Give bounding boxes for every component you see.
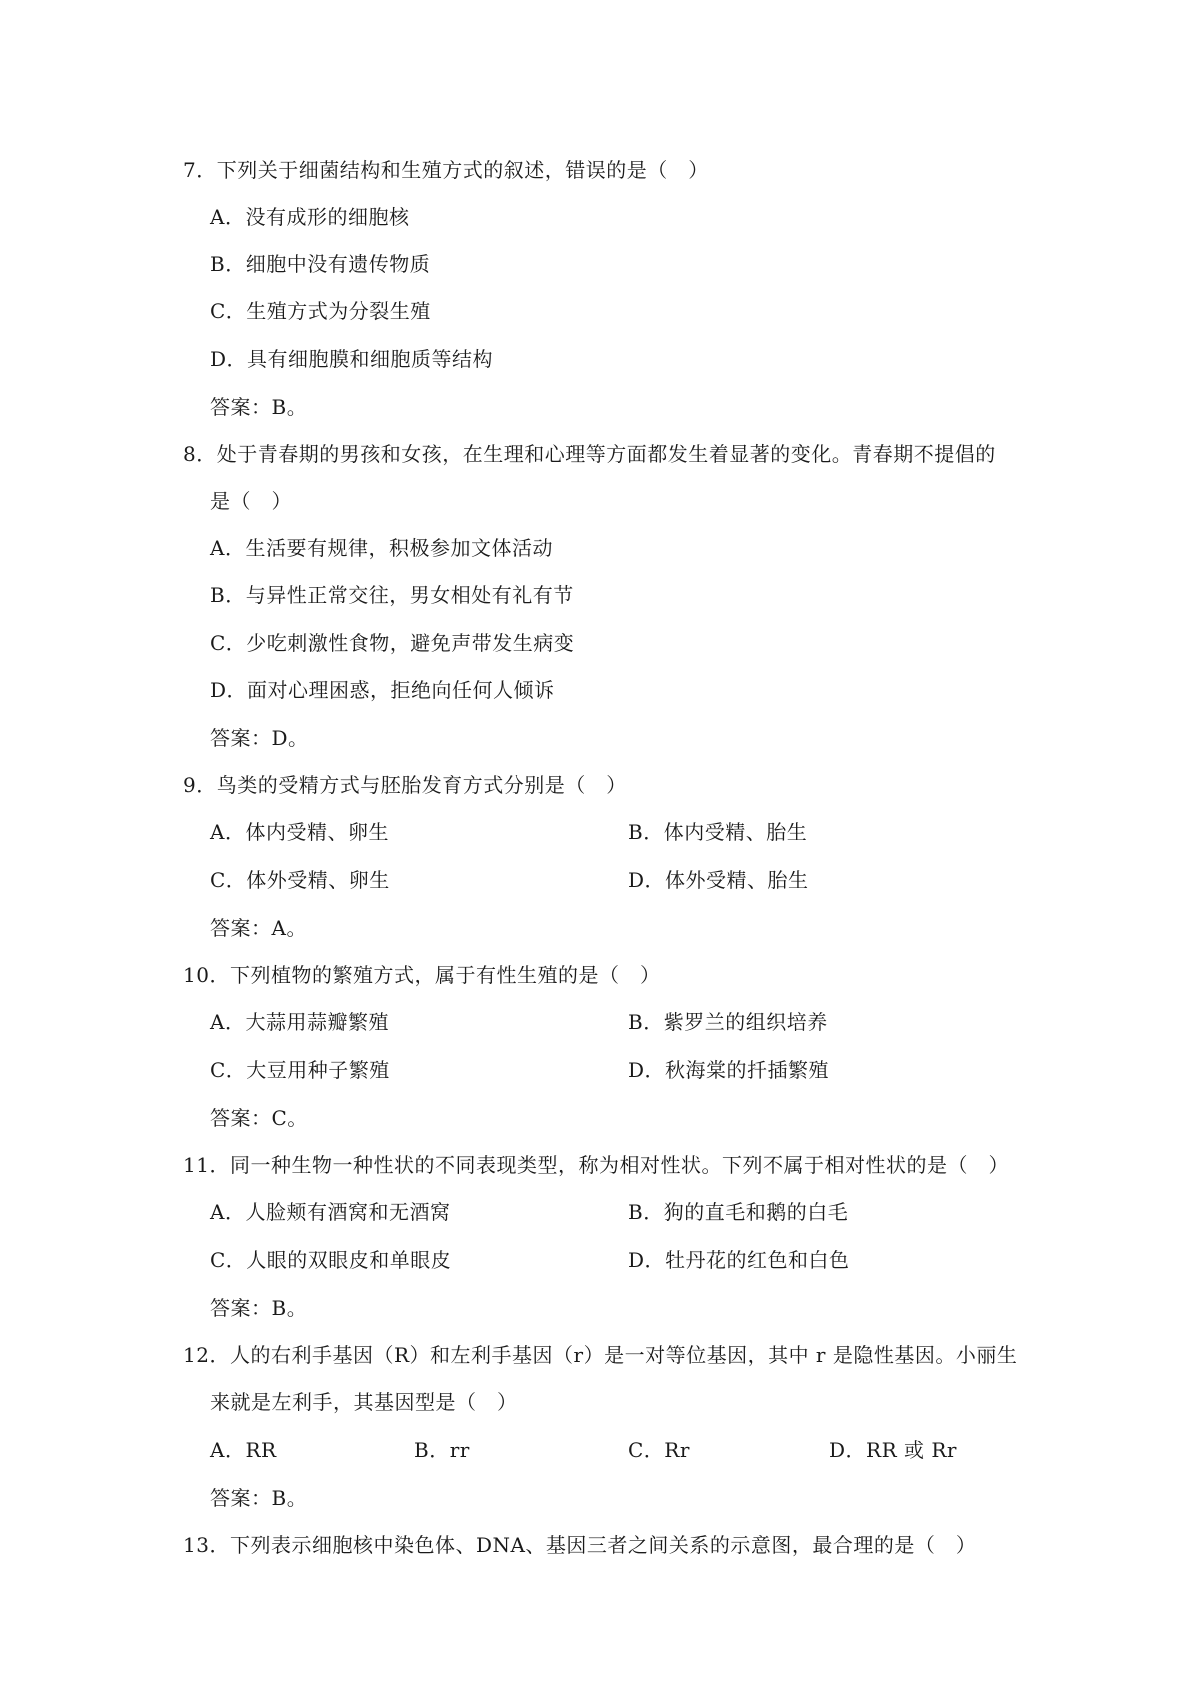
question-12-option-c: C．Rr (628, 1438, 690, 1462)
question-7-stem: 7．下列关于细菌结构和生殖方式的叙述，错误的是（ ） (183, 158, 709, 182)
question-7-option-b: B．细胞中没有遗传物质 (210, 252, 431, 276)
question-10-option-b: B．紫罗兰的组织培养 (628, 1010, 828, 1034)
question-8-option-b: B．与异性正常交往，男女相处有礼有节 (210, 583, 574, 607)
question-7-option-a: A．没有成形的细胞核 (210, 205, 410, 229)
question-12-stem: 12．人的右利手基因（R）和左利手基因（r）是一对等位基因，其中 r 是隐性基因。小丽生 (183, 1343, 1018, 1367)
question-11-option-b: B．狗的直毛和鹅的白毛 (628, 1200, 849, 1224)
question-9-option-b: B．体内受精、胎生 (628, 820, 808, 844)
question-12-option-a: A．RR (210, 1438, 277, 1462)
question-7-option-d: D．具有细胞膜和细胞质等结构 (210, 347, 494, 371)
question-10-stem: 10．下列植物的繁殖方式，属于有性生殖的是（ ） (183, 963, 661, 987)
question-12-option-b: B．rr (414, 1438, 470, 1462)
question-10-option-c: C．大豆用种子繁殖 (210, 1058, 390, 1082)
question-7-option-c: C．生殖方式为分裂生殖 (210, 299, 431, 323)
question-11-option-d: D．牡丹花的红色和白色 (628, 1248, 850, 1272)
question-8-option-c: C．少吃刺激性食物，避免声带发生病变 (210, 631, 575, 655)
question-12-answer: 答案：B。 (210, 1486, 308, 1510)
question-11-option-a: A．人脸颊有酒窝和无酒窝 (210, 1200, 451, 1224)
question-8-option-d: D．面对心理困惑，拒绝向任何人倾诉 (210, 678, 555, 702)
question-9-answer: 答案：A。 (210, 916, 307, 940)
question-11-stem: 11．同一种生物一种性状的不同表现类型，称为相对性状。下列不属于相对性状的是（ ） (183, 1153, 1009, 1177)
question-9-stem: 9．鸟类的受精方式与胚胎发育方式分别是（ ） (183, 773, 627, 797)
question-9-option-a: A．体内受精、卵生 (210, 820, 389, 844)
question-11-answer: 答案：B。 (210, 1296, 308, 1320)
question-8-stem-cont: 是（ ） (210, 489, 292, 513)
question-9-option-d: D．体外受精、胎生 (628, 868, 809, 892)
question-7-answer: 答案：B。 (210, 395, 308, 419)
question-10-option-d: D．秋海棠的扦插繁殖 (628, 1058, 830, 1082)
question-8-answer: 答案：D。 (210, 726, 309, 750)
question-12-option-d: D．RR 或 Rr (829, 1438, 957, 1462)
question-12-stem-cont: 来就是左利手，其基因型是（ ） (210, 1390, 518, 1414)
question-8-stem: 8．处于青春期的男孩和女孩，在生理和心理等方面都发生着显著的变化。青春期不提倡的 (183, 442, 996, 466)
question-11-option-c: C．人眼的双眼皮和单眼皮 (210, 1248, 452, 1272)
question-10-option-a: A．大蒜用蒜瓣繁殖 (210, 1010, 389, 1034)
question-13-stem: 13．下列表示细胞核中染色体、DNA、基因三者之间关系的示意图，最合理的是（ ） (183, 1533, 977, 1557)
question-8-option-a: A．生活要有规律，积极参加文体活动 (210, 536, 553, 560)
question-10-answer: 答案：C。 (210, 1106, 308, 1130)
question-9-option-c: C．体外受精、卵生 (210, 868, 390, 892)
